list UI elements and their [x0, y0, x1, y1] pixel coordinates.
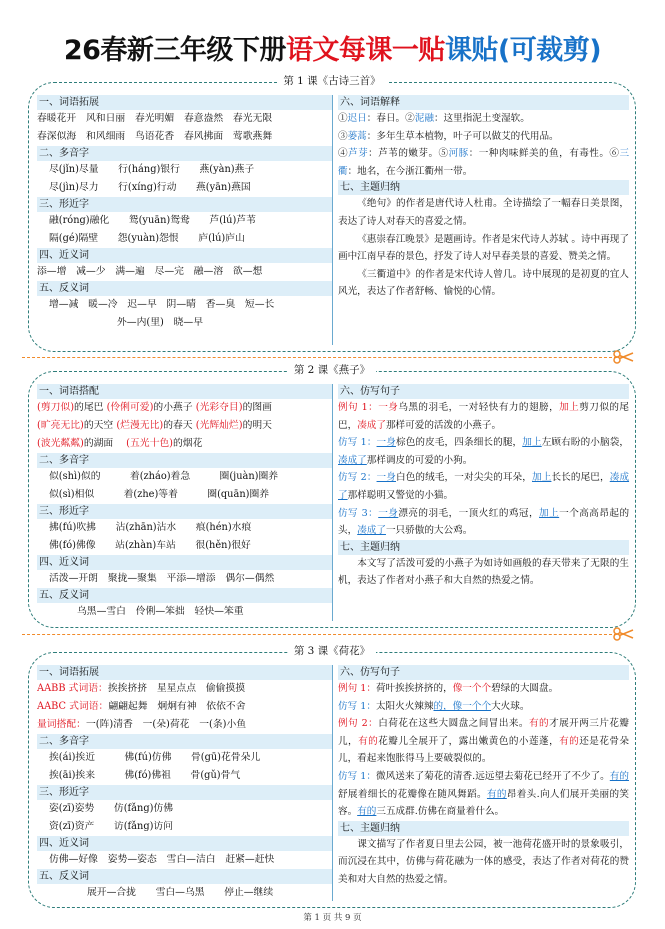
imitation-sentence: 仿写 1：一身棕色的皮毛，四条细长的腿，加上左顾右盼的小脑袋，凑成了那样调皮的可爱的小狗。 — [338, 437, 630, 466]
lesson-title: 第 2 课《燕子》 — [29, 363, 635, 377]
right-column — [338, 384, 629, 621]
section-heading: 二、多音字 — [37, 453, 332, 468]
section-heading: 五、反义词 — [37, 281, 332, 296]
left-column — [37, 95, 333, 345]
polyphone-row: 挨(ái)挨近 佛(fú)仿佛 骨(gū)花骨朵儿 — [49, 752, 261, 763]
similar-char-row: 资(zī)资产 访(fǎng)访问 — [49, 821, 174, 832]
collocation-row: (波光粼粼)的湖面 (五光十色)的烟花 — [37, 438, 203, 449]
theme-text: 《三衢道中》的作者是宋代诗人曾几。诗中展现的是初夏的宜人风光，表达了作者舒畅、愉悦的心情。 — [338, 268, 629, 298]
word-row: 春深似海 和风细雨 鸟语花香 春风拂面 莺歌燕舞 — [37, 131, 273, 142]
similar-char-row: 融(róng)融化 鸳(yuān)鸳鸯 芦(lú)芦苇 — [49, 215, 256, 226]
section-heading: 三、形近字 — [37, 197, 332, 212]
polyphone-row: 似(shì)似的 着(zháo)着急 圈(juàn)圈养 — [49, 471, 279, 482]
antonym-row: 展开—合拢 雪白—乌黑 停止—继续 — [87, 887, 274, 898]
lesson-title: 第 1 课《古诗三首》 — [29, 74, 635, 88]
polyphone-row: 尽(jǐn)尽量 行(háng)银行 燕(yàn)燕子 — [49, 164, 255, 175]
section-heading: 六、仿写句子 — [338, 665, 629, 680]
polyphone-row: 尽(jìn)尽力 行(xíng)行动 燕(yān)燕国 — [49, 182, 251, 193]
antonym-row: 乌黑—雪白 伶俐—笨拙 轻快—笨重 — [77, 606, 244, 617]
section-heading: 六、词语解释 — [338, 95, 629, 110]
section-heading: 三、形近字 — [37, 785, 332, 800]
example-sentence: 例句 2：白荷花在这些大圆盘之间冒出来。有的才展开两三片花瓣儿，有的花瓣儿全展开了，露出嫩黄色的小莲蓬，有的还是花骨朵儿，看起来饱胀得马上要破裂似的。 — [338, 718, 630, 765]
scissors-icon — [612, 350, 634, 364]
section-heading: 四、近义词 — [37, 836, 332, 851]
synonym-row: 添—增 减—少 满—遍 尽—完 融—溶 欲—想 — [37, 266, 263, 277]
section-heading: 四、近义词 — [37, 248, 332, 263]
word-row: 量词搭配：一(阵)清香 一(朵)荷花 一(条)小鱼 — [37, 719, 247, 730]
word-row: 春暖花开 风和日丽 春光明媚 春意盎然 春光无限 — [37, 113, 273, 124]
section-heading: 一、词语拓展 — [37, 95, 332, 110]
section-heading: 七、主题归纳 — [338, 540, 629, 555]
left-column — [37, 384, 333, 621]
collocation-row: (旷亮无比)的天空 (烂漫无比)的春天 (光辉灿烂)的明天 — [37, 420, 272, 431]
imitation-sentence: 仿写 1：太阳火火辣辣的，像一个个大火球。 — [338, 700, 530, 712]
theme-text: 《绝句》的作者是唐代诗人杜甫。全诗描绘了一幅春日美景图，表达了诗人对春天的喜爱之情。 — [338, 198, 629, 227]
similar-char-row: 姿(zī)姿势 仿(fǎng)仿佛 — [49, 803, 174, 814]
cut-line — [22, 634, 617, 635]
antonym-row: 增—减 暖—冷 迟—早 阴—晴 香—臭 短—长 — [49, 299, 275, 310]
similar-char-row: 佛(fó)佛像 站(zhàn)车站 很(hěn)很好 — [49, 540, 251, 551]
lesson-3-card — [28, 645, 636, 908]
theme-text: 《惠崇春江晚景》是题画诗。作者是宋代诗人苏轼 。诗中再现了画中江南早春的景色，抒发了诗人对早春美景的喜爱、赞美之情。 — [338, 233, 629, 263]
lesson-title: 第 3 课《荷花》 — [29, 644, 635, 658]
section-heading: 六、仿写句子 — [338, 384, 629, 399]
page-title: 26春新三年级下册语文每课一贴课贴(可裁剪) — [63, 35, 602, 66]
example-sentence: 例句 1：荷叶挨挨挤挤的，像一个个碧绿的大圆盘。 — [338, 683, 559, 694]
section-heading: 一、词语拓展 — [37, 665, 332, 680]
section-heading: 三、形近字 — [37, 504, 332, 519]
section-heading: 五、反义词 — [37, 588, 332, 603]
antonym-row: 外—内(里) 晓—早 — [117, 317, 204, 328]
right-column — [338, 95, 629, 345]
word-row: AABC 式词语：翩翩起舞 炯炯有神 依依不舍 — [37, 701, 246, 712]
imitation-sentence: 仿写 3：一身漂亮的羽毛，一顶火红的鸡冠，加上一个高高昂起的头，凑成了一只骄傲的大公鸡。 — [338, 507, 630, 537]
section-heading: 二、多音字 — [37, 734, 332, 749]
synonym-row: 仿佛—好像 姿势—姿态 雪白—洁白 赶紧—赶快 — [49, 854, 275, 865]
polyphone-row: 挨(āi)挨来 佛(fó)佛祖 骨(gǔ)骨气 — [49, 770, 241, 781]
section-heading: 二、多音字 — [37, 146, 332, 161]
theme-text: 课文描写了作者夏日里去公园，被一池荷花盛开时的景象吸引，而沉浸在其中，仿佛与荷花融为一体的感受，表达了作者对荷花的赞美和对大自然的热爱之情。 — [338, 838, 629, 885]
explanation-text: ①迟日：春日。②泥融：这里指泥土变湿软。 ③蒌蒿：多年生草本植物，叶子可以做艾的代用品。 ④芦芽：芦苇的嫩芽。⑤河豚：一种肉味鲜美的鱼，有毒性。⑥三衢：地名，在今浙江衢州一带。 — [338, 113, 630, 177]
page-footer: 第 1 页 共 9 页 — [303, 913, 362, 923]
lesson-2-card — [28, 364, 636, 628]
polyphone-row: 似(sì)相似 着(zhe)等着 圈(quān)圈养 — [49, 489, 270, 500]
section-heading: 五、反义词 — [37, 869, 332, 884]
scissors-icon — [612, 627, 634, 641]
collocation-row: (剪刀似)的尾巴 (伶俐可爱)的小燕子 (光彩夺目)的图画 — [37, 402, 272, 413]
lesson-1-card — [28, 75, 636, 352]
section-heading: 七、主题归纳 — [338, 180, 629, 195]
imitation-sentence: 仿写 1：微风送来了菊花的清香.远远望去菊花已经开了不少了。有的舒展着细长的花瓣像在随风舞蹈。有的昂着头.向人们展开美丽的笑容。有的三五成群.仿佛在商量着什么。 — [338, 770, 630, 818]
section-heading: 七、主题归纳 — [338, 821, 629, 836]
synonym-row: 活泼—开朗 聚拢—聚集 平添—增添 偶尔—偶然 — [49, 573, 275, 584]
similar-char-row: 拂(fú)吹拂 沾(zhān)沾水 痕(hén)水痕 — [49, 522, 252, 533]
section-heading: 一、词语搭配 — [37, 384, 332, 399]
cut-line — [22, 357, 617, 358]
section-heading: 四、近义词 — [37, 555, 332, 570]
left-column — [37, 665, 333, 901]
imitation-sentence: 仿写 2：一身白色的绒毛，一对尖尖的耳朵，加上长长的尾巴，凑成了那样聪明又警觉的小猫。 — [338, 472, 630, 501]
similar-char-row: 隔(gé)隔壁 怨(yuàn)怨恨 庐(lú)庐山 — [49, 233, 245, 244]
theme-text: 本文写了活泼可爱的小燕子为如诗如画般的春天带来了无限的生机，表达了作者对小燕子和大自然的热爱之情。 — [338, 557, 629, 587]
word-row: AABB 式词语：挨挨挤挤 星星点点 偷偷摸摸 — [37, 683, 246, 694]
example-sentence: 例句 1：一身乌黑的羽毛，一对轻快有力的翅膀，加上剪刀似的尾巴，凑成了那样可爱的活泼的小燕子。 — [338, 402, 630, 431]
right-column — [338, 665, 629, 901]
